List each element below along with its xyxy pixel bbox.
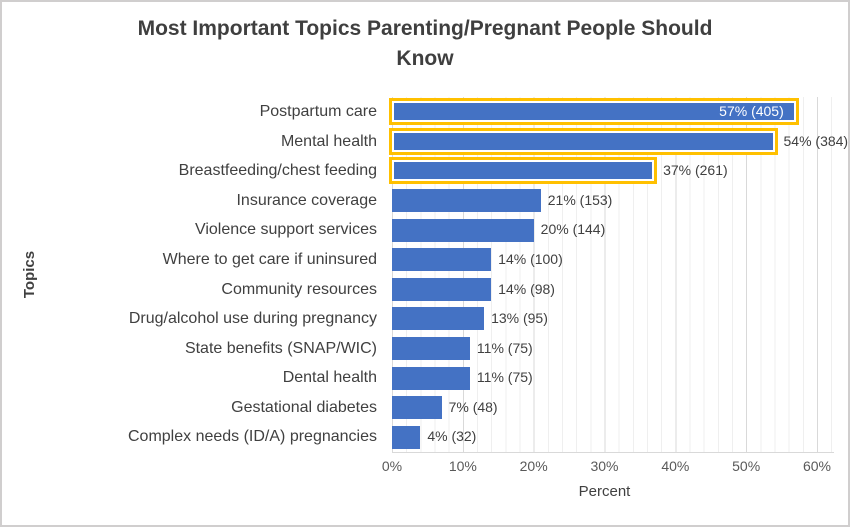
value-label: 57% (405) — [719, 103, 784, 120]
category-label: Where to get care if uninsured — [162, 250, 377, 268]
category-axis — [2, 97, 384, 452]
bar — [392, 219, 534, 242]
bar — [392, 337, 470, 360]
x-tick-label: 0% — [381, 458, 403, 474]
bar-highlighted — [389, 157, 657, 184]
category-label: Community resources — [221, 280, 377, 298]
bar — [392, 367, 470, 390]
bar — [392, 426, 420, 449]
category-label: Mental health — [280, 132, 377, 150]
category-label: Insurance coverage — [236, 191, 377, 209]
category-label: Drug/alcohol use during pregnancy — [128, 310, 377, 328]
value-label: 13% (95) — [491, 310, 548, 327]
category-label: Gestational diabetes — [231, 398, 377, 416]
y-axis-title-text: Topics — [21, 250, 39, 299]
bar — [392, 189, 541, 212]
bar-highlighted — [389, 128, 778, 155]
bar — [392, 307, 484, 330]
x-tick-label: 30% — [590, 458, 619, 474]
category-label: Postpartum care — [259, 103, 377, 120]
value-label: 14% (100) — [498, 250, 563, 267]
x-tick-label: 20% — [519, 458, 548, 474]
category-label: Complex needs (ID/A) pregnancies — [127, 428, 377, 446]
x-tick-label: 50% — [732, 458, 761, 474]
chart-title — [2, 14, 848, 74]
chart-title-line2: Know — [396, 47, 454, 70]
x-tick-label: 10% — [448, 458, 477, 474]
value-label: 11% (75) — [476, 369, 533, 386]
x-axis-ticks — [381, 458, 834, 476]
value-label: 37% (261) — [663, 162, 728, 179]
value-label: 21% (153) — [547, 191, 613, 208]
bar — [392, 396, 442, 419]
value-label: 4% (32) — [427, 428, 477, 445]
value-label: 11% (75) — [476, 339, 533, 356]
plot-area — [392, 97, 849, 453]
value-label: 7% (48) — [448, 398, 498, 415]
category-label: Violence support services — [194, 221, 377, 239]
x-axis-title: Percent — [578, 483, 631, 500]
bar — [392, 248, 491, 271]
value-label: 54% (384) — [783, 132, 849, 149]
category-label: Dental health — [282, 369, 377, 387]
x-tick-label: 60% — [802, 458, 831, 474]
bar — [392, 278, 491, 301]
x-tick-label: 40% — [661, 458, 690, 474]
category-label: State benefits (SNAP/WIC) — [184, 339, 377, 357]
category-label: Breastfeeding/chest feeding — [178, 162, 377, 180]
value-label: 14% (98) — [498, 280, 555, 297]
chart-title-line1: Most Important Topics Parenting/Pregnant People Should — [137, 17, 713, 40]
value-label: 20% (144) — [540, 221, 606, 238]
